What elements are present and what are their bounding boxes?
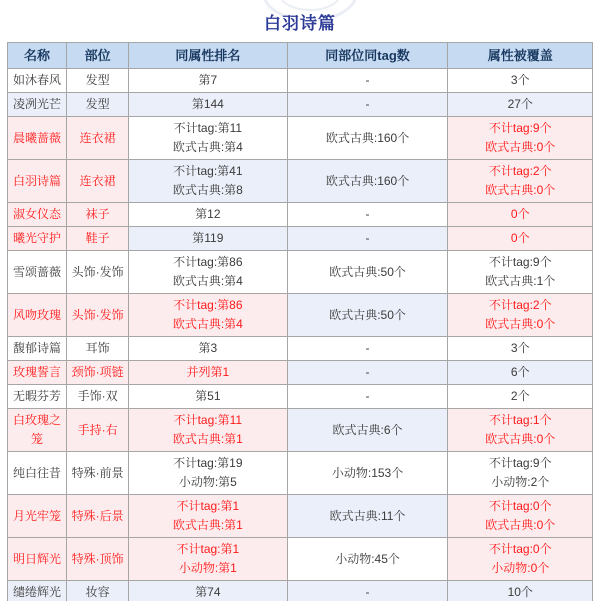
cell-name: 风吻玫瑰 [8,294,67,337]
cell-part: 连衣裙 [67,160,129,203]
cell-tag-count: 欧式古典:50个 [287,251,448,294]
cell-part: 发型 [67,69,129,93]
cell-covered: 0个 [448,227,593,251]
cell-part: 特殊·顶饰 [67,538,129,581]
cell-tag-count: 欧式古典:50个 [287,294,448,337]
table-row [8,251,593,294]
table-row [8,227,593,251]
data-table [7,42,593,601]
cell-covered: 0个 [448,203,593,227]
column-header-name: 名称 [8,43,67,69]
cell-rank: 不计tag:第1 欧式古典:第1 [129,495,288,538]
cell-name: 如沐春风 [8,69,67,93]
cell-rank: 不计tag:第11 欧式古典:第4 [129,117,288,160]
cell-covered: 10个 [448,581,593,601]
cell-tag-count: - [287,581,448,601]
cell-rank: 不计tag:第41 欧式古典:第8 [129,160,288,203]
column-header-rank: 同属性排名 [129,43,288,69]
cell-covered: 不计tag:0个 小动物:0个 [448,538,593,581]
cell-name: 明日辉光 [8,538,67,581]
cell-part: 手饰·双 [67,385,129,409]
table-body [8,69,593,601]
cell-name: 无暇芬芳 [8,385,67,409]
table-row [8,294,593,337]
cell-part: 特殊·后景 [67,495,129,538]
table-row [8,160,593,203]
cell-rank: 第119 [129,227,288,251]
cell-tag-count: 小动物:45个 [287,538,448,581]
page-title: 白羽诗篇 [264,14,336,33]
table-row [8,581,593,601]
cell-tag-count: - [287,361,448,385]
column-header-covered: 属性被覆盖 [448,43,593,69]
cell-part: 发型 [67,93,129,117]
cell-covered: 不计tag:9个 欧式古典:0个 [448,117,593,160]
cell-name: 白羽诗篇 [8,160,67,203]
cell-part: 袜子 [67,203,129,227]
cell-covered: 不计tag:9个 欧式古典:1个 [448,251,593,294]
cell-covered: 3个 [448,337,593,361]
cell-part: 连衣裙 [67,117,129,160]
cell-name: 曦光守护 [8,227,67,251]
cell-name: 凌冽光芒 [8,93,67,117]
cell-part: 鞋子 [67,227,129,251]
cell-name: 雪颂蔷薇 [8,251,67,294]
cell-name: 缱绻辉光 [8,581,67,601]
cell-covered: 3个 [448,69,593,93]
cell-name: 白玫瑰之笼 [8,409,67,452]
cell-covered: 不计tag:2个 欧式古典:0个 [448,160,593,203]
cell-part: 耳饰 [67,337,129,361]
cell-rank: 并列第1 [129,361,288,385]
table-row [8,452,593,495]
cell-rank: 不计tag:第1 小动物:第1 [129,538,288,581]
cell-part: 妆容 [67,581,129,601]
cell-rank: 第7 [129,69,288,93]
cell-tag-count: - [287,227,448,251]
cell-name: 玫瑰誓言 [8,361,67,385]
table-row [8,69,593,93]
cell-rank: 不计tag:第86 欧式古典:第4 [129,251,288,294]
cell-tag-count: - [287,93,448,117]
cell-covered: 27个 [448,93,593,117]
cell-covered: 不计tag:2个 欧式古典:0个 [448,294,593,337]
cell-part: 头饰·发饰 [67,294,129,337]
table-row [8,495,593,538]
cell-name: 晨曦蔷薇 [8,117,67,160]
cell-rank: 不计tag:第11 欧式古典:第1 [129,409,288,452]
cell-rank: 第144 [129,93,288,117]
cell-rank: 第74 [129,581,288,601]
cell-covered: 不计tag:0个 欧式古典:0个 [448,495,593,538]
cell-rank: 不计tag:第19 小动物:第5 [129,452,288,495]
cell-covered: 不计tag:9个 小动物:2个 [448,452,593,495]
cell-tag-count: - [287,203,448,227]
cell-covered: 2个 [448,385,593,409]
header-row [8,43,593,69]
cell-tag-count: 小动物:153个 [287,452,448,495]
cell-rank: 第3 [129,337,288,361]
column-header-part: 部位 [67,43,129,69]
cell-rank: 第12 [129,203,288,227]
table-header [8,43,593,69]
cell-rank: 第51 [129,385,288,409]
cell-part: 颈饰·项链 [67,361,129,385]
cell-part: 手持·右 [67,409,129,452]
table-row [8,385,593,409]
cell-name: 纯白往昔 [8,452,67,495]
cell-tag-count: - [287,385,448,409]
table-row [8,361,593,385]
cell-tag-count: - [287,69,448,93]
cell-tag-count: - [287,337,448,361]
cell-tag-count: 欧式古典:160个 [287,117,448,160]
cell-part: 头饰·发饰 [67,251,129,294]
cell-tag-count: 欧式古典:11个 [287,495,448,538]
cell-tag-count: 欧式古典:6个 [287,409,448,452]
cell-covered: 不计tag:1个 欧式古典:0个 [448,409,593,452]
cell-covered: 6个 [448,361,593,385]
table-row [8,117,593,160]
table-row [8,337,593,361]
table-row [8,409,593,452]
column-header-tag-count: 同部位同tag数 [287,43,448,69]
cell-name: 馥郁诗篇 [8,337,67,361]
table-row [8,203,593,227]
cell-tag-count: 欧式古典:160个 [287,160,448,203]
table-row [8,538,593,581]
cell-part: 特殊·前景 [67,452,129,495]
cell-name: 淑女仪态 [8,203,67,227]
table-row [8,93,593,117]
cell-name: 月光牢笼 [8,495,67,538]
cell-rank: 不计tag:第86 欧式古典:第4 [129,294,288,337]
